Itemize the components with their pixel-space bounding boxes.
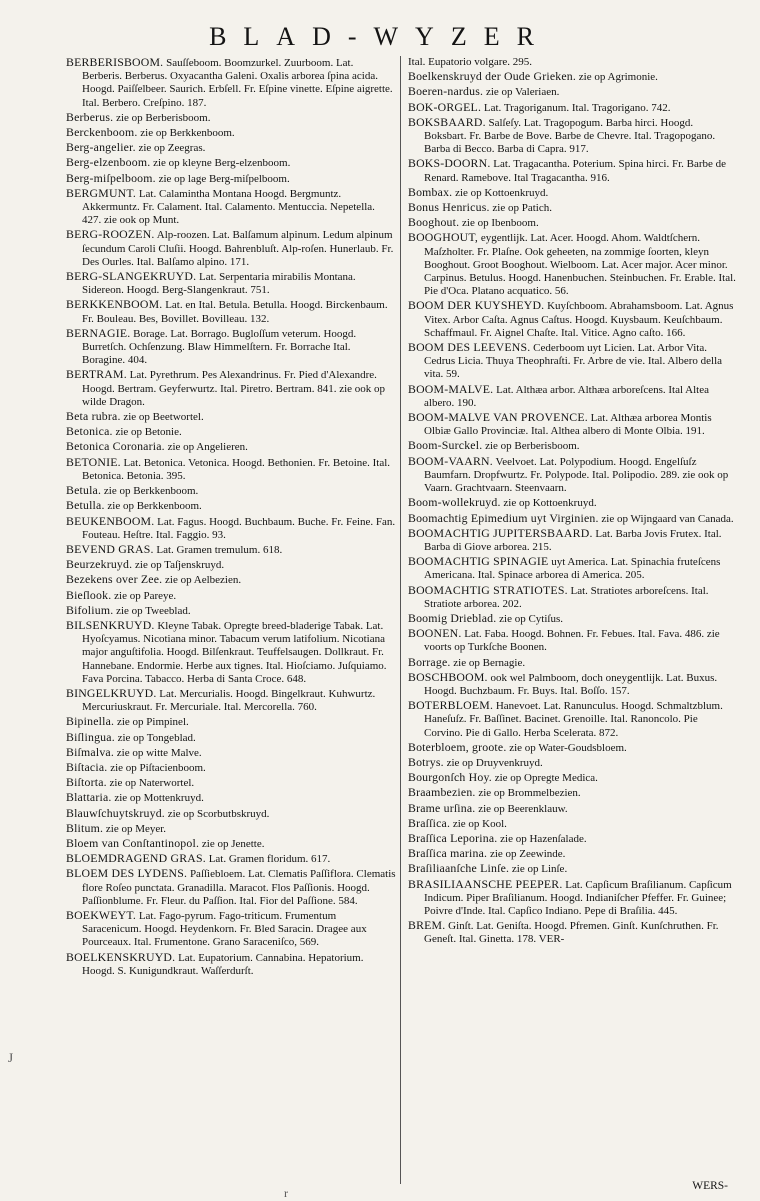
index-entry bbox=[408, 116, 738, 157]
index-entry bbox=[408, 439, 738, 453]
index-entry bbox=[66, 558, 396, 572]
entry-text: Lat. en Ital. Betula. Betulla. Hoogd. Birckenbaum. Fr. Bouleau. Bes, Bovillet. Bovilleau. 132. bbox=[82, 299, 388, 325]
entry-text: Lat. Althæa arbor. Althæa arboreſcens. Ital Altea albero. 190. bbox=[424, 383, 710, 409]
index-entry bbox=[408, 341, 738, 382]
entry-text: zie op Berberisboom. bbox=[485, 440, 580, 453]
entry-headword: Braſſica Leporina. bbox=[408, 830, 498, 845]
index-entry bbox=[408, 584, 738, 611]
entry-text: Cederboom uyt Licien. Lat. Arbor Vita. Cedrus Licia. Thuya Theophraſti. Fr. Arbre de vie. Ital. Albero della vita. 59. bbox=[424, 342, 723, 381]
entry-headword: BOKS-DOORN. bbox=[408, 156, 491, 171]
entry-headword: Boom-Surckel. bbox=[408, 438, 483, 453]
entry-headword: Berberus. bbox=[66, 109, 114, 124]
index-entry bbox=[66, 543, 396, 557]
entry-text: zie op Valeriaen. bbox=[485, 86, 560, 99]
entry-text: zie op Tongeblad. bbox=[117, 731, 196, 744]
entry-headword: Bifolium. bbox=[66, 602, 114, 617]
index-entry bbox=[66, 410, 396, 424]
index-entry bbox=[66, 172, 396, 186]
entry-text: Sauſſeboom. Boomzurkel. Zuurboom. Lat. Berberis. Berberus. Oxyacantha Galeni. Oxalis arborea ſpina acida. Hoogd. Paiſſelbeer. Saurich. Erbſell. Fr. Eſpine vinette. Eſpine aigrette. Ital. Berbero. Creſpino. 187. bbox=[82, 57, 393, 109]
entry-text: zie op Linſe. bbox=[511, 863, 568, 876]
entry-text: Veelvoet. Lat. Polypodium. Hoogd. Engelſuſz Baumfarn. Dropfwurtz. Fr. Polypode. Ital. Polipodio. 289. zie ook op Vaarn. Grachtvaarn. Steenvaarn. bbox=[424, 455, 729, 495]
entry-headword: Berg-elzenboom. bbox=[66, 155, 151, 170]
entry-headword: BETONIE. bbox=[66, 454, 121, 469]
index-entry bbox=[66, 589, 396, 603]
index-entry bbox=[66, 761, 396, 775]
entry-headword: Biſlingua. bbox=[66, 729, 115, 744]
index-entry bbox=[408, 741, 738, 755]
index-entry bbox=[408, 771, 738, 785]
entry-headword: Boomig Drieblad. bbox=[408, 610, 497, 625]
entry-headword: BREM. bbox=[408, 918, 446, 933]
index-entry bbox=[66, 156, 396, 170]
entry-headword: Biſmalva. bbox=[66, 744, 114, 759]
entry-text: Ital. Eupatorio volgare. 295. bbox=[408, 56, 533, 68]
entry-headword: BOOMACHTIG JUPITERSBAARD. bbox=[408, 525, 593, 540]
entry-text: zie op Zeewinde. bbox=[489, 848, 566, 861]
index-entry bbox=[66, 573, 396, 587]
entry-headword: Braambezien. bbox=[408, 785, 476, 800]
entry-headword: BERG-SLANGEKRUYD. bbox=[66, 269, 197, 284]
entry-text: Lat. Althæa arborea Montis Olbiæ Gallo Provinciæ. Ital. Althea albero di Monte Olbia. 191. bbox=[424, 412, 712, 438]
entry-headword: BERBERISBOOM. bbox=[66, 55, 164, 69]
entry-headword: BOELKENSKRUYD. bbox=[66, 949, 176, 964]
entry-text: zie op kleyne Berg-elzenboom. bbox=[153, 157, 291, 170]
index-entry bbox=[66, 822, 396, 836]
entry-text: Lat. Tragacantha. Poterium. Spina hirci. Fr. Barbe de Renard. Ramebove. Ital Tragacantha. 916. bbox=[424, 158, 727, 184]
entry-text: zie op Cytiſus. bbox=[499, 612, 563, 625]
entry-text: zie op Berkkenboom. bbox=[140, 127, 235, 140]
entry-headword: BOKSBAARD. bbox=[408, 114, 486, 129]
entry-text: zie op Zeegras. bbox=[138, 142, 206, 155]
entry-headword: BLOEM DES LYDENS. bbox=[66, 866, 188, 881]
entry-headword: BOSCHBOOM. bbox=[408, 669, 488, 684]
entry-headword: BEUKENBOOM. bbox=[66, 513, 155, 528]
bottom-mark: r bbox=[284, 1186, 288, 1200]
entry-headword: BOEKWEYT. bbox=[66, 907, 137, 922]
entry-text: zie op Water-Goudsbloem. bbox=[509, 741, 627, 754]
entry-text: zie op Pimpinel. bbox=[116, 716, 189, 729]
entry-headword: Bonus Henricus. bbox=[408, 200, 490, 215]
margin-mark: J bbox=[8, 1050, 14, 1065]
entry-text: zie op Pareye. bbox=[114, 589, 177, 602]
column-divider bbox=[400, 56, 401, 1184]
index-entry bbox=[66, 791, 396, 805]
entry-text: Ginſt. Lat. Geniſta. Hoogd. Pfremen. Ginſt. Kunſchruthen. Fr. Geneſt. Ital. Ginetta. 178. VER- bbox=[424, 920, 719, 946]
entry-text: zie op Scorbutbskruyd. bbox=[167, 807, 270, 820]
entry-text: zie op Kool. bbox=[452, 817, 507, 830]
index-entry bbox=[408, 627, 738, 654]
index-entry bbox=[408, 612, 738, 626]
entry-text: Lat. Gramen tremulum. 618. bbox=[156, 543, 283, 556]
index-entry bbox=[408, 56, 738, 69]
index-entry bbox=[66, 731, 396, 745]
entry-text: Hanevoet. Lat. Ranunculus. Hoogd. Schmaltzblum. Haneſuſz. Fr. Baſſinet. Bacinet. Grenoille. Ital. Ranoncolo. Pie Corvino. Pie di Gallo. Herba Scelerata. 872. bbox=[424, 700, 723, 739]
entry-headword: Berckenboom. bbox=[66, 125, 138, 140]
entry-text: zie op Tweeblad. bbox=[116, 604, 191, 617]
entry-headword: BOONEN. bbox=[408, 626, 462, 641]
entry-headword: Boom-wollekruyd. bbox=[408, 495, 501, 510]
index-entry bbox=[408, 832, 738, 846]
entry-text: zie op Taſjenskruyd. bbox=[135, 559, 225, 572]
entry-headword: Bourgonſch Hoy. bbox=[408, 770, 492, 785]
entry-text: Lat. Pyrethrum. Pes Alexandrinus. Fr. Pied d'Alexandre. Hoogd. Bertram. Geyferwurtz. Ital. Piretro. Bertram. 841. zie ook op wilde Dragon. bbox=[82, 369, 386, 408]
index-entry bbox=[66, 141, 396, 155]
index-entry bbox=[66, 909, 396, 950]
entry-text: zie op Wijngaard van Canada. bbox=[601, 512, 734, 525]
index-entry bbox=[66, 619, 396, 686]
entry-text: Lat. Fago-pyrum. Fago-triticum. Frumentum Saracenicum. Hoogd. Heydenkorn. Fr. Bled Saracin. Dragee aux Pourceaux. Ital. Frumentone. Grano Saraceniſco, 569. bbox=[82, 909, 367, 949]
entry-text: Lat. Stratiotes arboreſcens. Ital. Stratiote arborea. 202. bbox=[424, 584, 709, 610]
entry-text: zie op Piſtacienboom. bbox=[110, 761, 206, 774]
index-entry bbox=[66, 484, 396, 498]
entry-headword: Braſſica. bbox=[408, 815, 451, 830]
entry-text: Kleyne Tabak. Opregte breed-bladerige Tabak. Lat. Hyoſcyamus. Nicotiana minor. Tabacum verum latifolium. Nicotiana major anguſtifolia. Hoogd. Bilſenkraut. Teuffelsaugen. Dollkraut. Fr. Hannebane. Endormie. Herbe aux tignes. Ital. Hioſciamo. Juſquiamo. Fava Porcina. Tabacco. Herba di Santa Croce. 648. bbox=[82, 619, 387, 685]
index-entry bbox=[66, 687, 396, 714]
entry-text: zie op Betonie. bbox=[115, 426, 182, 439]
entry-headword: BERKKENBOOM. bbox=[66, 297, 163, 312]
index-entry bbox=[66, 298, 396, 325]
entry-text: zie op Jenette. bbox=[201, 837, 265, 850]
index-entry bbox=[408, 455, 738, 496]
entry-headword: BOOMACHTIG SPINAGIE bbox=[408, 554, 549, 569]
entry-headword: Betonica Coronaria. bbox=[66, 439, 165, 454]
entry-headword: Bipinella. bbox=[66, 714, 115, 729]
index-entry bbox=[408, 862, 738, 876]
index-entry bbox=[66, 515, 396, 542]
entry-headword: BOK-ORGEL. bbox=[408, 99, 482, 114]
entry-headword: Boeren-nardus. bbox=[408, 84, 484, 99]
entry-text: Lat. Eupatorium. Cannabina. Hepatorium. Hoogd. S. Kunigundkraut. Waſſerdurſt. bbox=[82, 951, 364, 977]
index-entry bbox=[408, 85, 738, 99]
entry-headword: Bieſlook. bbox=[66, 587, 112, 602]
index-entry bbox=[66, 327, 396, 368]
entry-headword: Beta rubra. bbox=[66, 409, 121, 424]
index-entry bbox=[66, 440, 396, 454]
entry-text: Lat. Calamintha Montana Hoogd. Bergmuntz. Akkermuntz. Fr. Calament. Ital. Calamento. Mentuccia. Nepetella. 427. zie ook op Munt. bbox=[82, 187, 375, 227]
index-entry bbox=[408, 878, 738, 919]
index-entry bbox=[66, 867, 396, 908]
index-entry bbox=[66, 746, 396, 760]
entry-text: Alp-roozen. Lat. Balſamum alpinum. Ledum alpinum ſecundum Caroli Cluſii. Hoogd. Bahrenbluſt. Alp-roſen. Hunerlaub. Fr. Des Ourles. Ital. Balſamo alpino. 171. bbox=[82, 229, 394, 268]
entry-text: ook wel Palmboom, doch oneygentlijk. Lat. Buxus. Hoogd. Buchzbaum. Fr. Buys. Ital. Boſſo. 157. bbox=[424, 671, 718, 697]
index-entry bbox=[408, 70, 738, 84]
entry-headword: BOOM DES LEEVENS. bbox=[408, 340, 531, 355]
index-entry bbox=[66, 270, 396, 297]
entry-text: Lat. Gramen floridum. 617. bbox=[208, 853, 331, 866]
entry-text: zie op Kottoenkruyd. bbox=[503, 497, 597, 510]
entry-text: Lat. Mercurialis. Hoogd. Bingelkraut. Kuhwurtz. Mercuriuskraut. Fr. Mercuriale. Ital. Mercorella. 760. bbox=[82, 687, 376, 714]
index-entry bbox=[408, 671, 738, 698]
entry-text: Lat. Capſicum Braſilianum. Capſicum Indicum. Piper Braſilianum. Hoogd. Indianiſcher Pfeffer. Fr. Guinee; Poivre d'Inde. Ital. Capſico Indiano. Pepe di Braſilia. 445. bbox=[424, 878, 732, 917]
entry-headword: Blitum. bbox=[66, 820, 104, 835]
entry-text: Lat. Betonica. Vetonica. Hoogd. Bethonien. Fr. Betoine. Ital. Betonica. Betonia. 395. bbox=[82, 456, 391, 482]
index-entry bbox=[66, 837, 396, 851]
entry-headword: BERGMUNT. bbox=[66, 185, 137, 200]
entry-headword: Bombax. bbox=[408, 184, 453, 199]
entry-headword: Beurzekruyd. bbox=[66, 557, 133, 572]
entry-headword: BEVEND GRAS. bbox=[66, 541, 154, 556]
entry-headword: BOOM-VAARN. bbox=[408, 453, 493, 468]
entry-text: zie op Agrimonie. bbox=[578, 71, 658, 84]
entry-headword: Braſiliaanſche Linſe. bbox=[408, 861, 510, 876]
entry-text: Lat. Faba. Hoogd. Bohnen. Fr. Febues. Ital. Fava. 486. zie voorts op Turkſche Boonen. bbox=[424, 628, 720, 654]
index-entry bbox=[66, 425, 396, 439]
index-entry bbox=[66, 228, 396, 269]
index-entry bbox=[66, 807, 396, 821]
index-entry bbox=[66, 111, 396, 125]
index-entry bbox=[408, 802, 738, 816]
entry-headword: BOTERBLOEM. bbox=[408, 698, 494, 713]
entry-headword: BOOGHOUT, bbox=[408, 230, 479, 245]
entry-headword: BOOM DER KUYSHEYD. bbox=[408, 298, 545, 313]
entry-headword: Blattaria. bbox=[66, 790, 112, 805]
entry-headword: Betula. bbox=[66, 483, 102, 498]
entry-text: Paſſiebloem. Lat. Clematis Paſſiflora. Clematis flore Roſeo punctata. Granadilla. Maracot. Flos Paſſionis. Hoogd. Paſſionblume. Fr. Fleur. du Paſſion. Ital. Fior del Paſſione. 584. bbox=[82, 868, 396, 907]
entry-headword: BERNAGIE. bbox=[66, 325, 131, 340]
index-entry bbox=[408, 383, 738, 410]
entry-headword: Blauwſchuytskruyd. bbox=[66, 805, 165, 820]
entry-text: zie op Naterwortel. bbox=[109, 777, 195, 790]
index-entry bbox=[408, 756, 738, 770]
entry-headword: Biſtacia. bbox=[66, 759, 108, 774]
entry-text: zie op Angelieren. bbox=[167, 441, 248, 454]
index-entry bbox=[66, 951, 396, 978]
entry-text: zie op Beerenklauw. bbox=[478, 802, 568, 815]
entry-headword: Boelkenskruyd der Oude Grieken. bbox=[408, 69, 577, 84]
entry-text: zie op Bernagie. bbox=[453, 656, 526, 669]
index-entry bbox=[408, 411, 738, 438]
index-entry bbox=[66, 604, 396, 618]
index-entry bbox=[408, 786, 738, 800]
right-column bbox=[408, 56, 738, 948]
entry-headword: Booghout. bbox=[408, 215, 460, 230]
entry-headword: BOOM-MALVE VAN PROVENCE. bbox=[408, 410, 588, 425]
entry-text: zie op Opregte Medica. bbox=[494, 772, 598, 785]
entry-headword: BERTRAM. bbox=[66, 367, 127, 382]
entry-headword: Borrage. bbox=[408, 654, 451, 669]
entry-text: eygentlijk. Lat. Acer. Hoogd. Ahom. Waldtſchern. Maſzholter. Fr. Plaſne. Ook geheeten, na zommige ſoorten, kleyn Booghout. Groot Booghout. Wielboom. Lat. Acer major. Acer minor. Carpinus. Betulus. Hoogd. Hanenbuchen. Steinbuchen. Fr. Erable. Ital. Pie d'Oca. Platano acquatico. 56. bbox=[424, 232, 736, 298]
index-entry bbox=[408, 186, 738, 200]
index-entry bbox=[66, 715, 396, 729]
index-entry bbox=[66, 776, 396, 790]
index-entry bbox=[408, 216, 738, 230]
entry-text: Lat. Fagus. Hoogd. Buchbaum. Buche. Fr. Feine. Fan. Fouteau. Heſtre. Ital. Faggio. 93. bbox=[82, 515, 396, 541]
index-entry bbox=[66, 187, 396, 228]
entry-headword: Bloem van Conſtantinopol. bbox=[66, 835, 200, 850]
index-entry bbox=[408, 299, 738, 340]
entry-headword: BERG-ROOZEN. bbox=[66, 227, 155, 242]
entry-headword: Bezekens over Zee. bbox=[66, 572, 163, 587]
entry-headword: BOOM-MALVE. bbox=[408, 381, 494, 396]
entry-text: Lat. Barba Jovis Frutex. Ital. Barba di Giove arborea. 215. bbox=[424, 527, 722, 553]
page-title: BLAD-WYZER bbox=[209, 22, 551, 51]
entry-text: zie op Beetwortel. bbox=[123, 411, 204, 424]
index-entry bbox=[408, 101, 738, 115]
index-entry bbox=[408, 817, 738, 831]
index-entry bbox=[66, 852, 396, 866]
entry-text: zie op Meyer. bbox=[105, 822, 167, 835]
entry-text: zie op lage Berg-miſpelboom. bbox=[158, 172, 290, 185]
entry-text: Kuyſchboom. Abrahamsboom. Lat. Agnus Vitex. Arbor Caſta. Agnus Caſtus. Hoogd. Kuysbaum. Keuſchbaum. Schaffmaul. Fr. Aignel Chaſte. Ital. Vitice. Agno caſto. 166. bbox=[424, 300, 734, 339]
entry-headword: Betulla. bbox=[66, 498, 105, 513]
entry-text: zie op Patich. bbox=[492, 202, 552, 215]
entry-headword: Boomachtig Epimedium uyt Virginien. bbox=[408, 510, 599, 525]
entry-text: zie op Berberisboom. bbox=[116, 111, 211, 124]
entry-text: Borage. Lat. Borrago. Bugloſſum veterum. Hoogd. Burretſch. Ochſenzung. Blaw Himmelſtern. Fr. Borrache Ital. Boragine. 404. bbox=[82, 327, 357, 367]
entry-text: zie op Druyvenkruyd. bbox=[446, 756, 543, 769]
index-entry bbox=[66, 368, 396, 409]
entry-headword: Braſſica marina. bbox=[408, 846, 488, 861]
entry-text: uyt America. Lat. Spinachia fruteſcens Americana. Ital. Spinace arborea di America. 205. bbox=[424, 556, 721, 582]
index-entry bbox=[408, 656, 738, 670]
index-entry bbox=[66, 499, 396, 513]
entry-headword: BOOMACHTIG STRATIOTES. bbox=[408, 582, 568, 597]
entry-text: zie op Kottoenkruyd. bbox=[455, 186, 549, 199]
index-entry bbox=[66, 456, 396, 483]
entry-text: zie op Hazenſalade. bbox=[500, 832, 587, 845]
entry-headword: Boterbloem, groote. bbox=[408, 739, 507, 754]
entry-text: zie op witte Malve. bbox=[116, 746, 202, 759]
entry-text: zie op Brommelbezien. bbox=[478, 787, 581, 800]
entry-text: zie op Mottenkruyd. bbox=[114, 792, 204, 805]
entry-text: Lat. Serpentaria mirabilis Montana. Sidereon. Hoogd. Berg-Slangenkraut. 751. bbox=[82, 271, 356, 297]
entry-headword: Berg-miſpelboom. bbox=[66, 170, 156, 185]
entry-headword: BRASILIAANSCHE PEEPER. bbox=[408, 876, 563, 891]
index-entry bbox=[408, 496, 738, 510]
left-column bbox=[66, 56, 396, 979]
index-entry bbox=[408, 919, 738, 946]
index-entry bbox=[408, 847, 738, 861]
catchword: WERS- bbox=[692, 1180, 728, 1192]
entry-headword: BILSENKRUYD. bbox=[66, 617, 155, 632]
index-entry bbox=[66, 56, 396, 110]
index-entry bbox=[408, 555, 738, 582]
index-entry bbox=[66, 126, 396, 140]
index-entry bbox=[408, 201, 738, 215]
entry-headword: Berg-angelier. bbox=[66, 140, 136, 155]
entry-headword: BINGELKRUYD. bbox=[66, 685, 157, 700]
entry-headword: Betonica. bbox=[66, 424, 113, 439]
index-entry bbox=[408, 512, 738, 526]
index-entry bbox=[408, 231, 738, 298]
entry-text: zie op Berkkenboom. bbox=[107, 500, 202, 513]
entry-text: Salſeſy. Lat. Tragopogum. Barba hirci. Hoogd. Boksbart. Fr. Barbe de Bove. Barbe de Chevre. Ital. Tragopogano. Barba di Becco. Barba di Capra. 917. bbox=[424, 116, 716, 156]
index-entry bbox=[408, 699, 738, 740]
index-entry bbox=[408, 157, 738, 184]
entry-text: Lat. Tragoriganum. Ital. Tragorigano. 742. bbox=[483, 101, 671, 114]
entry-text: zie op Ibenboom. bbox=[462, 217, 539, 230]
entry-headword: Botrys. bbox=[408, 754, 444, 769]
entry-headword: BLOEMDRAGEND GRAS. bbox=[66, 851, 206, 866]
entry-headword: Brame urſina. bbox=[408, 800, 476, 815]
entry-text: zie op Aelbezien. bbox=[165, 574, 242, 587]
entry-text: zie op Berkkenboom. bbox=[103, 485, 199, 498]
entry-headword: Biſtorta. bbox=[66, 775, 107, 790]
index-entry bbox=[408, 527, 738, 554]
